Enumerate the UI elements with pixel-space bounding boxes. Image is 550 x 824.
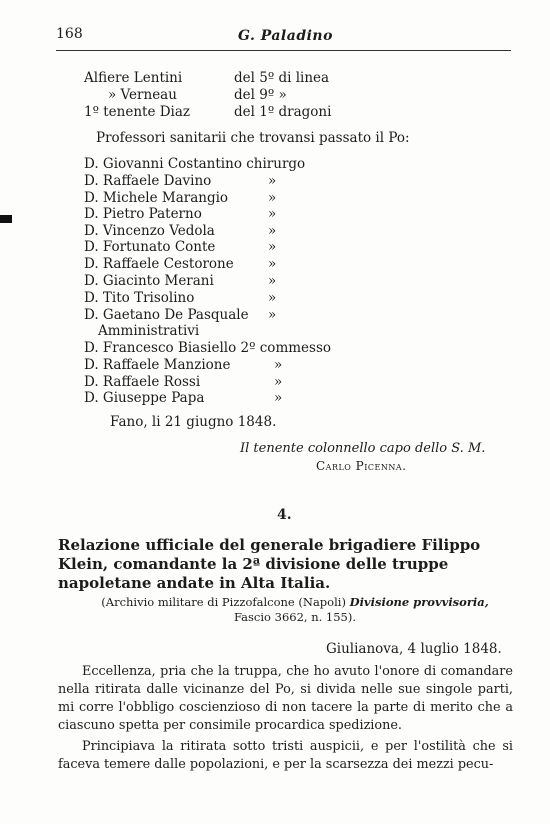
admin-name: D. Francesco Biasiello 2º commesso (84, 340, 332, 356)
officer-name: Alfiere Lentini (84, 70, 183, 86)
professor-name: D. Gaetano De Pasquale (84, 307, 249, 323)
professor-name: D. Pietro Paterno (84, 206, 202, 222)
admin-name: D. Raffaele Manzione (84, 357, 231, 373)
ditto-mark: » (268, 173, 277, 189)
officer-name: » Verneau (108, 87, 177, 103)
professor-name: D. Giovanni Costantino chirurgo (84, 156, 306, 172)
signature-name: Carlo Picenna. (316, 459, 407, 473)
archive-note (80, 595, 510, 625)
professor-name: D. Raffaele Cestorone (84, 256, 234, 272)
officer-unit: del 5º di linea (234, 70, 330, 86)
professor-name: D. Fortunato Conte (84, 239, 216, 255)
report-title: Relazione ufficiale del generale brigadiere Filippo Klein, comandante la 2ª divisione delle truppe napoletane andate in Alta Italia. (58, 536, 481, 592)
ditto-mark: » (268, 290, 277, 306)
professor-name: D. Michele Marangio (84, 190, 229, 206)
officer-unit: del 9º » (234, 87, 287, 103)
place-date: Fano, li 21 giugno 1848. (110, 414, 277, 430)
professor-name: D. Raffaele Davino (84, 173, 212, 189)
margin-marker (0, 215, 12, 223)
ditto-mark: » (274, 390, 283, 406)
professor-name: D. Vincenzo Vedola (84, 223, 215, 239)
paragraph: Principiava la ritirata sotto tristi auspicii, e per l'ostilità che si faceva temere dalle popolazioni, e per la scarsezza dei mezzi pecu- (58, 739, 513, 772)
officer-unit: del 1º dragoni (234, 104, 332, 120)
running-title: G. Paladino (238, 28, 333, 44)
archive-italic: Divisione provvisoria, (349, 595, 489, 609)
ditto-mark: » (268, 190, 277, 206)
ditto-mark: » (268, 223, 277, 239)
admin-heading: Amministrativi (98, 323, 200, 339)
ditto-mark: » (268, 273, 277, 289)
page-number: 168 (56, 26, 83, 42)
header-rule (56, 50, 511, 51)
ditto-mark: » (268, 206, 277, 222)
ditto-mark: » (268, 307, 277, 323)
professors-heading: Professori sanitarii che trovansi passato il Po: (96, 130, 410, 146)
archive-prefix: (Archivio militare di Pizzofalcone (Napoli) (101, 595, 346, 609)
ditto-mark: » (268, 256, 277, 272)
ditto-mark: » (274, 357, 283, 373)
archive-suffix: Fascio 3662, n. 155). (233, 610, 357, 624)
letter-date: Giulianova, 4 luglio 1848. (326, 641, 502, 657)
signature-role: Il tenente colonnello capo dello S. M. (240, 441, 486, 456)
paragraph: Eccellenza, pria che la truppa, che ho avuto l'onore di comandare nella ritirata dalle vicinanze del Po, si divida nelle sue singole parti, mi corre l'obbligo coscienzioso di non tacere la parte di merito che a ciascuno spetta per consimile procardica spedizione. (58, 664, 513, 733)
officer-name: 1º tenente Diaz (84, 104, 191, 120)
admin-name: D. Giuseppe Papa (84, 390, 205, 406)
professor-name: D. Giacinto Merani (84, 273, 214, 289)
ditto-mark: » (268, 239, 277, 255)
ditto-mark: » (274, 374, 283, 390)
admin-name: D. Raffaele Rossi (84, 374, 201, 390)
section-number: 4. (277, 507, 292, 523)
professor-name: D. Tito Trisolino (84, 290, 195, 306)
